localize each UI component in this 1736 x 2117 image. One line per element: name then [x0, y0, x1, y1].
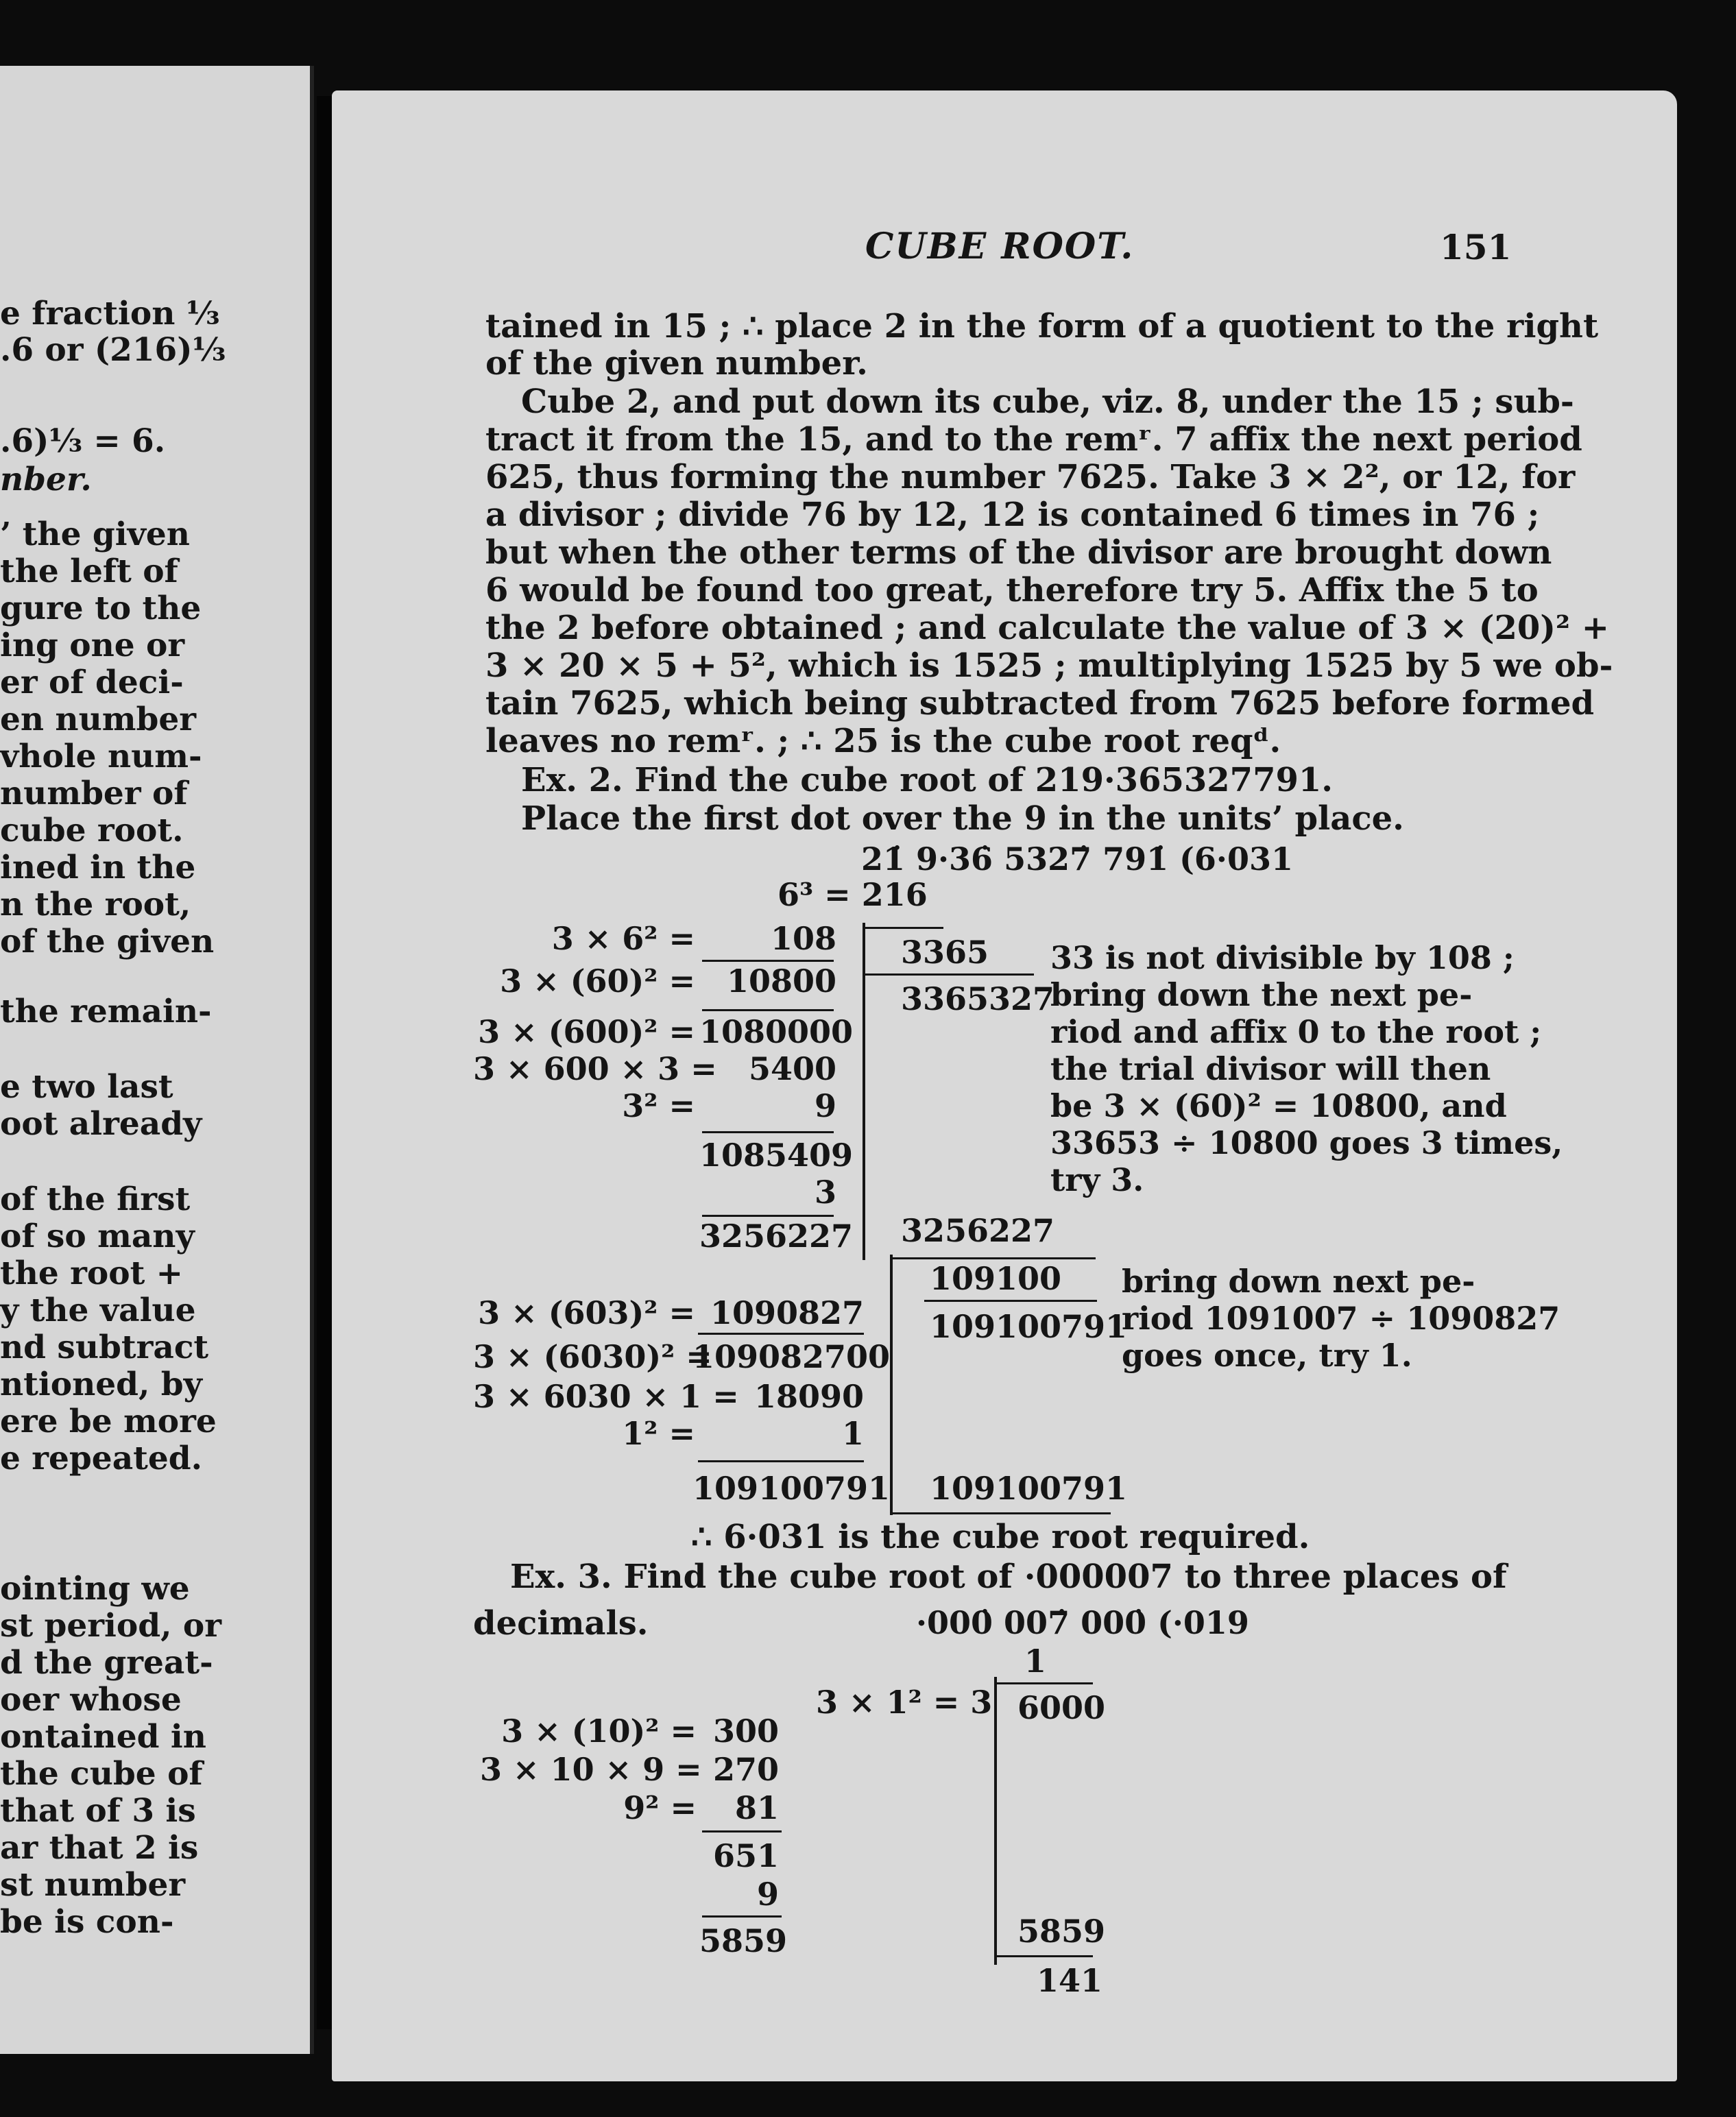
left-line: er of deci- — [0, 664, 184, 701]
remainder-value: 5859 — [1017, 1913, 1106, 1950]
left-line: .6 or (216)⅓ — [0, 331, 226, 369]
example-2-heading: Ex. 2. Find the cube root of 219·365327791. — [521, 761, 1333, 799]
calc-value: 5400 — [748, 1050, 836, 1087]
calc-label: 3 × (10)² = — [501, 1713, 697, 1750]
left-line: the cube of — [0, 1755, 203, 1793]
calc-label: 3 × (60)² = — [500, 963, 695, 1000]
left-line: e repeated. — [0, 1440, 202, 1477]
example-3-heading-cont: decimals. — [473, 1604, 649, 1643]
rule — [702, 1009, 834, 1011]
rule — [997, 1682, 1093, 1684]
side-note: bring down next pe- — [1122, 1263, 1475, 1300]
remainder-value: 109100 — [930, 1260, 1062, 1297]
paragraph-line: the 2 before obtained ; and calculate the value of 3 × (20)² + — [485, 609, 1609, 647]
calc-value: 1085409 — [699, 1137, 854, 1174]
left-line: number of — [0, 775, 188, 812]
side-note: riod 1091007 ÷ 1090827 — [1122, 1300, 1560, 1337]
book-spine — [317, 96, 332, 2029]
left-line: e two last — [0, 1068, 173, 1106]
left-line: en number — [0, 701, 197, 738]
calc-label: 3 × 600 × 3 = — [473, 1050, 717, 1087]
side-note: be 3 × (60)² = 10800, and — [1050, 1087, 1507, 1124]
left-line: n the root, — [0, 886, 191, 923]
paragraph-line: Cube 2, and put down its cube, viz. 8, under the 15 ; sub- — [521, 383, 1574, 421]
calc-value: 300 — [712, 1713, 779, 1750]
example-2-dividend: 21̇ 9·36̇ 5327̇ 791̇ (6·031 — [861, 840, 1293, 878]
calc-label: 3² = — [622, 1087, 695, 1124]
left-line: of so many — [0, 1218, 195, 1255]
calc-value: 1080000 — [699, 1013, 854, 1050]
remainder-value: 3365327 — [901, 980, 1055, 1017]
calc-label: 3 × (6030)² = — [473, 1338, 712, 1375]
left-line: of the given — [0, 923, 215, 960]
left-line: y the value — [0, 1292, 196, 1329]
remainder-value: 3256227 — [901, 1212, 1055, 1249]
left-line: the root + — [0, 1255, 184, 1292]
left-line: nd subtract — [0, 1329, 209, 1366]
left-line: d the great- — [0, 1644, 213, 1682]
calc-value: 109100791 — [692, 1470, 891, 1507]
side-note: 33653 ÷ 10800 goes 3 times, — [1050, 1124, 1563, 1161]
example-3-first-cube: 1 — [1024, 1643, 1047, 1680]
left-line: .6)⅓ = 6. — [0, 422, 166, 460]
paragraph-line: tract it from the 15, and to the remʳ. 7 affix the next period — [485, 420, 1582, 459]
left-line: st number — [0, 1866, 186, 1904]
left-line: ntioned, by — [0, 1366, 202, 1403]
left-line: e fraction ⅓ — [0, 295, 220, 332]
calc-value: 651 — [712, 1837, 779, 1874]
example-3-heading: Ex. 3. Find the cube root of ·000007 to three places of — [510, 1558, 1507, 1596]
left-line: ing one or — [0, 627, 185, 664]
page-number: 151 — [1440, 227, 1512, 267]
calc-value: 109082700 — [692, 1338, 891, 1375]
rule — [702, 1215, 834, 1217]
paragraph-line: 6 would be found too great, therefore try 5. Affix the 5 to — [485, 571, 1539, 609]
division-bracket — [994, 1677, 997, 1965]
rule — [893, 1512, 1111, 1514]
paragraph-line: 3 × 20 × 5 + 5², which is 1525 ; multiplying 1525 by 5 we ob- — [485, 646, 1613, 685]
left-line: ointing we — [0, 1570, 190, 1608]
left-line: oer whose — [0, 1681, 182, 1719]
paragraph-line: of the given number. — [485, 344, 868, 383]
rule — [698, 1333, 864, 1335]
left-line: st period, or — [0, 1607, 221, 1645]
calc-value: 9 — [756, 1876, 779, 1913]
left-line: ined in the — [0, 849, 196, 886]
division-bracket — [890, 1255, 893, 1515]
left-line: be is con- — [0, 1903, 174, 1941]
left-line: ontained in — [0, 1718, 206, 1756]
remainder-value: 6000 — [1017, 1689, 1106, 1726]
paragraph-line: tained in 15 ; ∴ place 2 in the form of a quotient to the right — [485, 307, 1599, 346]
paragraph-line: 625, thus forming the number 7625. Take 3 × 2², or 12, for — [485, 458, 1576, 496]
calc-value: 1090827 — [710, 1294, 864, 1331]
example-3-dividend: ·000̇ 007̇ 000̇ (·019 — [916, 1604, 1249, 1641]
rule — [924, 1300, 1097, 1302]
example-2-conclusion: ∴ 6·031 is the cube root required. — [691, 1518, 1310, 1556]
paragraph-line: leaves no remʳ. ; ∴ 25 is the cube root reqᵈ. — [485, 722, 1281, 760]
calc-label: 3 × 6² = — [551, 920, 695, 957]
paragraph-line: a divisor ; divide 76 by 12, 12 is contained 6 times in 76 ; — [485, 496, 1540, 534]
rule — [702, 1915, 782, 1918]
paragraph-line: tain 7625, which being subtracted from 7625 before formed — [485, 684, 1595, 723]
left-line: that of 3 is — [0, 1792, 196, 1830]
calc-label: 3 × 6030 × 1 = — [473, 1378, 739, 1415]
side-note: the trial divisor will then — [1050, 1050, 1491, 1087]
calc-label: 1² = — [622, 1415, 695, 1452]
calc-value: 5859 — [699, 1922, 788, 1959]
left-line: of the first — [0, 1181, 191, 1218]
left-line: nber. — [0, 461, 92, 498]
left-line: ar that 2 is — [0, 1829, 199, 1867]
left-line: cube root. — [0, 812, 184, 849]
calc-value: 3 — [814, 1174, 836, 1211]
calc-value: 108 — [770, 920, 836, 957]
calc-value: 9 — [814, 1087, 836, 1124]
calc-value: 10800 — [726, 963, 836, 1000]
remainder-value: 141 — [1037, 1962, 1103, 1999]
side-note: try 3. — [1050, 1161, 1144, 1198]
paragraph-line: but when the other terms of the divisor are brought down — [485, 533, 1552, 572]
left-line: the left of — [0, 553, 178, 590]
left-line: the remain- — [0, 993, 212, 1030]
example-3-trial-divisor: 3 × 1² = 3 — [816, 1684, 993, 1721]
calc-label: 3 × 10 × 9 = — [480, 1751, 702, 1788]
side-note: goes once, try 1. — [1122, 1337, 1412, 1374]
rule — [698, 1460, 864, 1462]
calc-value: 81 — [734, 1789, 779, 1826]
left-line: oot already — [0, 1105, 202, 1143]
remainder-value: 109100791 — [930, 1308, 1128, 1345]
side-note: riod and affix 0 to the root ; — [1050, 1013, 1542, 1050]
left-line: vhole num- — [0, 738, 202, 775]
remainder-value: 109100791 — [930, 1470, 1128, 1507]
calc-value: 1 — [841, 1415, 864, 1452]
rule — [997, 1955, 1093, 1957]
example-2-instruction: Place the first dot over the 9 in the units’ place. — [521, 799, 1404, 838]
left-line: ere be more — [0, 1403, 217, 1440]
left-line: gure to the — [0, 590, 202, 627]
left-line: ’ the given — [0, 516, 190, 553]
rule — [702, 960, 834, 962]
rule — [865, 927, 943, 929]
left-page-fragment — [0, 66, 314, 2054]
calc-value: 3256227 — [699, 1218, 854, 1255]
side-note: bring down the next pe- — [1050, 976, 1473, 1013]
calc-label: 3 × (600)² = — [478, 1013, 695, 1050]
running-header-title: CUBE ROOT. — [865, 226, 1135, 267]
rule — [702, 1131, 834, 1133]
calc-label: 3 × (603)² = — [478, 1294, 695, 1331]
calc-value: 270 — [712, 1751, 779, 1788]
rule — [865, 973, 1034, 976]
rule — [893, 1257, 1096, 1259]
side-note: 33 is not divisible by 108 ; — [1050, 939, 1515, 976]
rule — [702, 1830, 782, 1832]
calc-label: 9² = — [623, 1789, 697, 1826]
calc-value: 18090 — [754, 1378, 864, 1415]
remainder-value: 3365 — [901, 934, 989, 971]
example-2-first-cube: 6³ = 216 — [777, 876, 928, 913]
